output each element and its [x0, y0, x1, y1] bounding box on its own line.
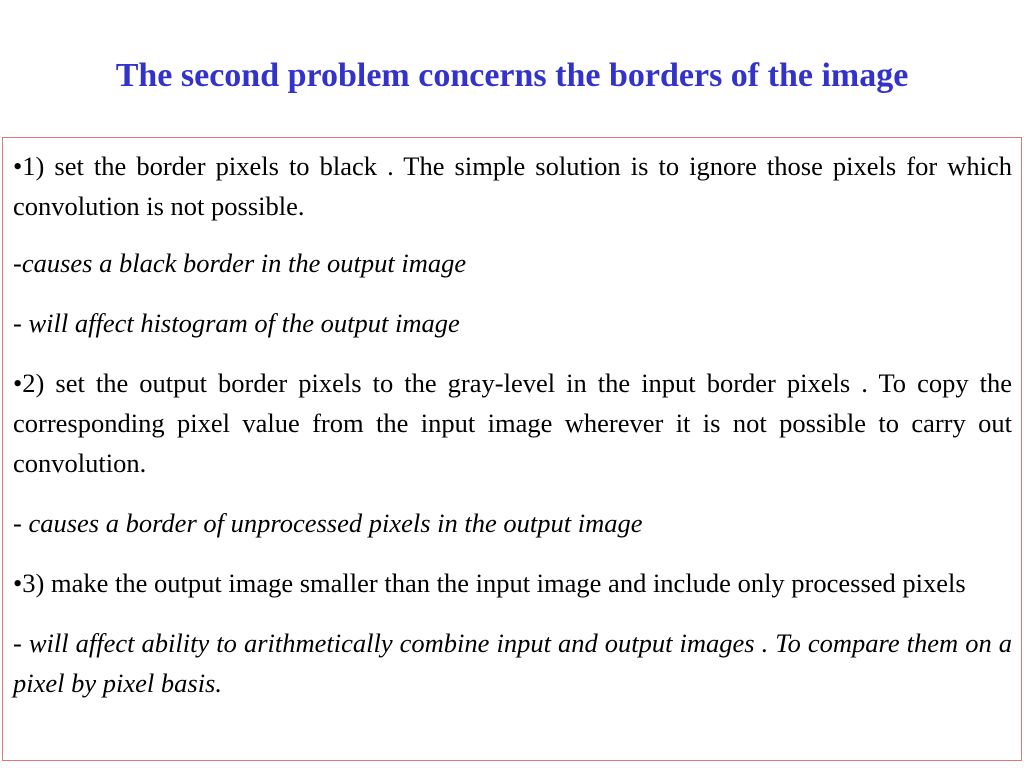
bullet-3-text: •3) make the output image smaller than the input image and include only processed pixels — [13, 568, 966, 598]
bullet-2-note-unprocessed: - causes a border of unprocessed pixels in the output image — [13, 508, 643, 538]
bullet-3-note-arithmetic: - will affect ability to arithmetically combine input and output images . To compare them on a pixel by pixel basis. — [13, 628, 1012, 698]
bullet-1-note-histogram: - will affect histogram of the output image — [13, 308, 460, 338]
bullet-1-text: •1) set the border pixels to black . The simple solution is to ignore those pixels for which convolution is not possible. — [13, 151, 1012, 221]
content-box — [2, 137, 1022, 761]
bullet-2-text: •2) set the output border pixels to the gray-level in the input border pixels . To copy the corresponding pixel value from the input image wherever it is not possible to carry out convolution. — [13, 368, 1012, 478]
bullet-1-note-black-border: -causes a black border in the output image — [13, 248, 467, 278]
slide-title: The second problem concerns the borders of the image — [115, 57, 909, 94]
